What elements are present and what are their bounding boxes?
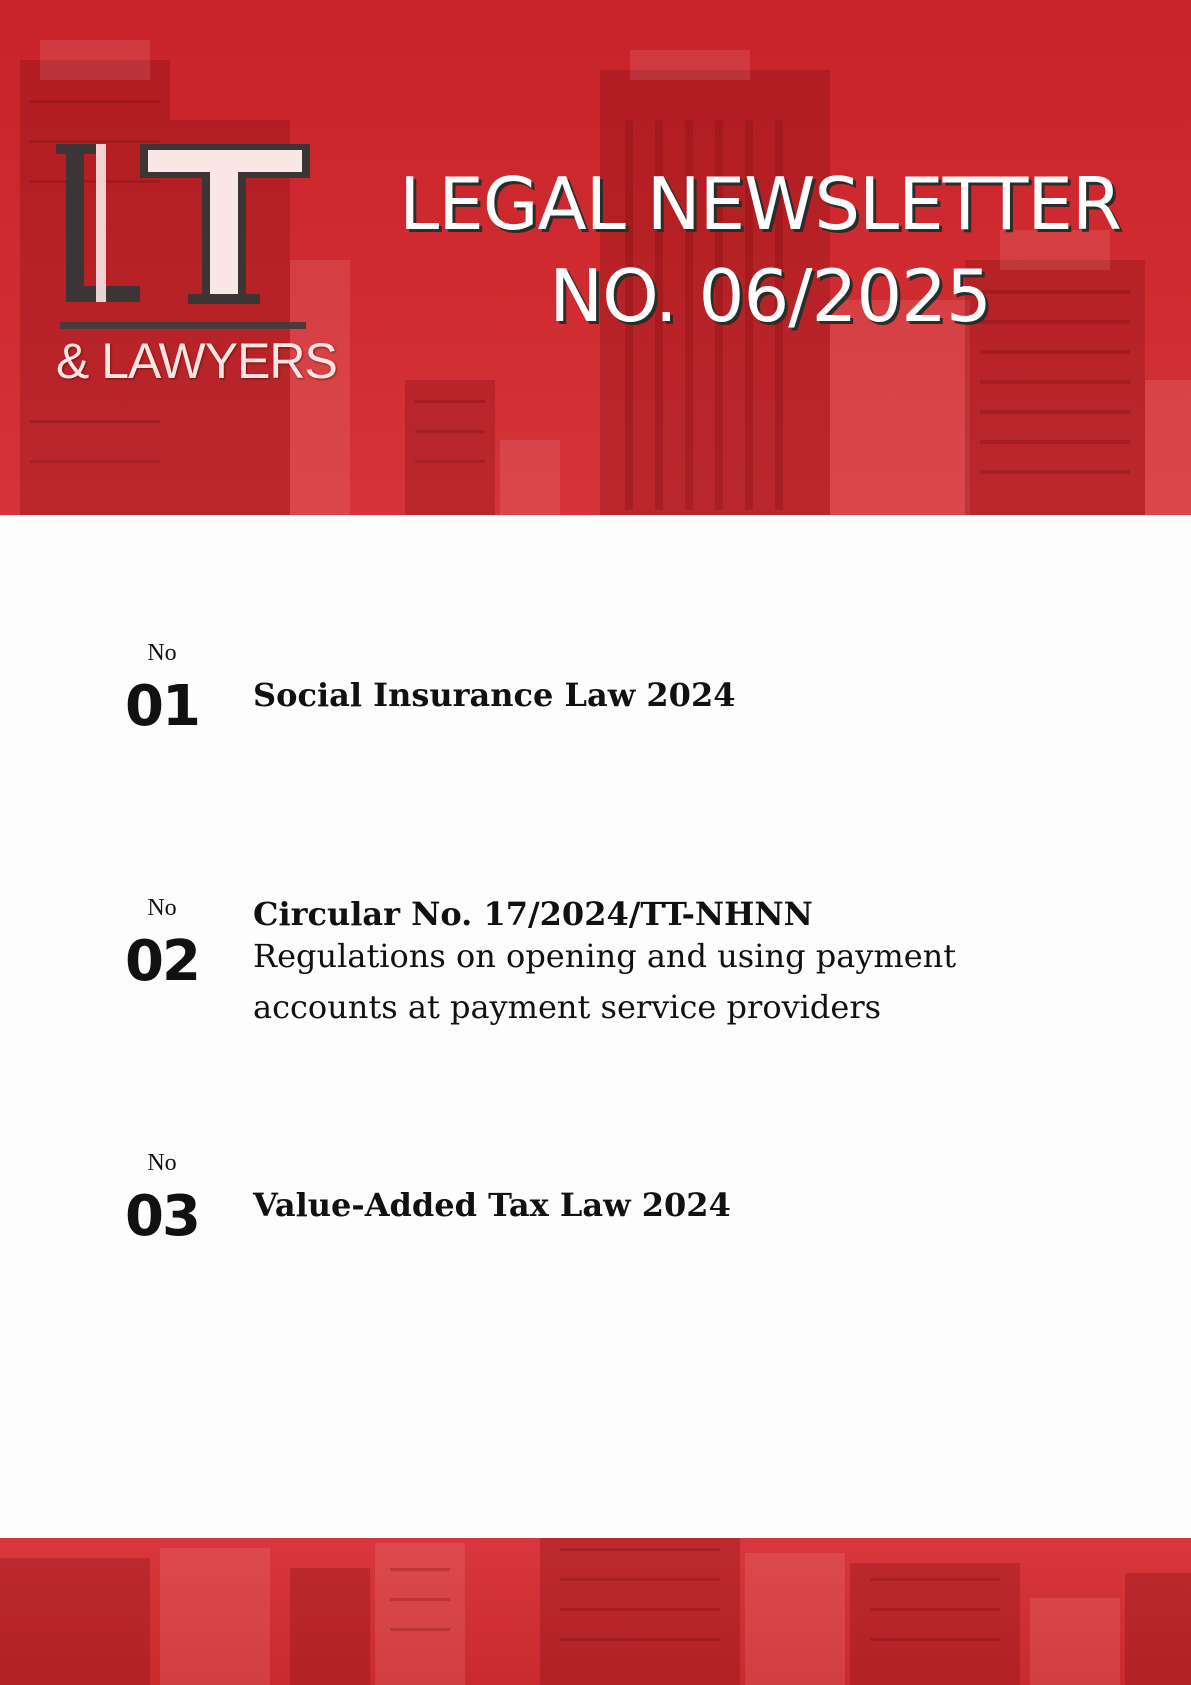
- title-line-1: LEGAL NEWSLETTER: [399, 162, 1121, 246]
- item-number: 03: [125, 1184, 199, 1249]
- footer-banner: [0, 1538, 1191, 1685]
- item-title: Value-Added Tax Law 2024: [253, 1186, 731, 1224]
- item-no-label: No: [147, 1150, 177, 1176]
- item-number: 02: [125, 929, 199, 994]
- item-no-label: No: [147, 895, 177, 921]
- item-title: Social Insurance Law 2024: [253, 676, 736, 714]
- logo-subtitle: & LAWYERS: [56, 333, 337, 389]
- firm-logo: [52, 136, 337, 396]
- item-number: 01: [125, 674, 199, 739]
- logo-rule: [60, 322, 306, 329]
- logo-lt-mark: [52, 136, 312, 316]
- item-title: Circular No. 17/2024/TT-NHNN: [253, 895, 813, 933]
- item-no-label: No: [147, 640, 177, 666]
- header-banner: [0, 0, 1191, 515]
- city-skyline-image: [0, 1538, 1191, 1685]
- newsletter-title: [340, 158, 1180, 342]
- item-description: Regulations on opening and using payment accounts at payment service providers: [253, 937, 957, 1026]
- title-line-2: NO. 06/2025: [549, 254, 991, 338]
